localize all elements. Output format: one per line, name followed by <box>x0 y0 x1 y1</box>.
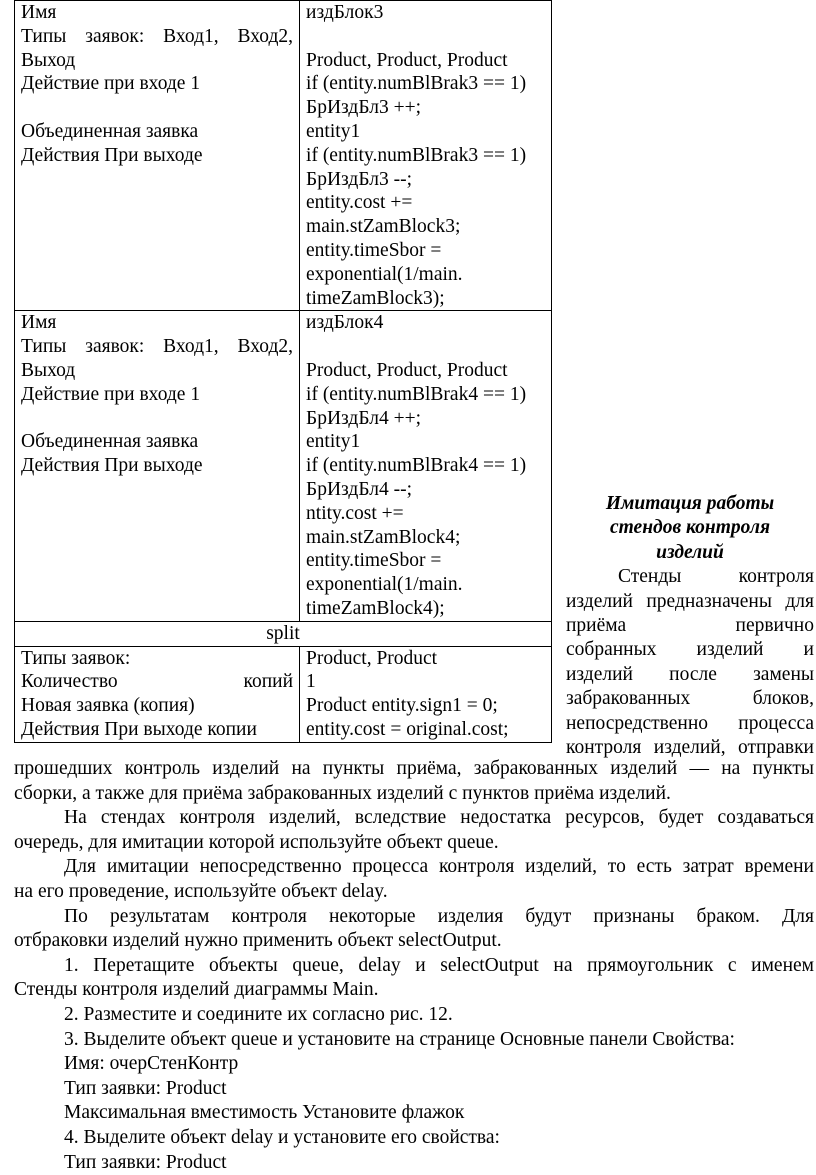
paragraph-line: Имя: очерСтенКонтр <box>14 1052 814 1077</box>
table-cell-line: entity1 <box>306 430 545 454</box>
table-cell-line: Объединенная заявка <box>21 120 293 144</box>
table-cell-line: if (entity.numBlBrak3 == 1) <box>306 72 545 96</box>
paragraph-line: сборки, а также для приёма забракованных изделий с пунктов приёма изделий. <box>14 782 814 807</box>
table-cell-line: if (entity.numBlBrak3 == 1) <box>306 144 545 168</box>
table-cell-line <box>21 407 293 431</box>
table-cell-line: БрИздБл4 --; <box>306 478 545 502</box>
table-cell-line <box>21 168 293 192</box>
block2-values <box>300 311 552 621</box>
paragraph-line: Стенды контроля изделий диаграммы Main. <box>14 978 814 1003</box>
table-row-split <box>15 621 552 646</box>
table-cell-line: издБлок4 <box>306 311 545 335</box>
table-cell-line: Выход <box>21 359 293 383</box>
table-cell-line <box>21 526 293 550</box>
table-cell-line: Действия При выходе <box>21 144 293 168</box>
table-cell-line: издБлок3 <box>306 1 545 25</box>
table-cell-line: timeZamBlock3); <box>306 287 545 311</box>
table-row-block3 <box>15 646 552 742</box>
block1-labels <box>15 1 300 311</box>
table-cell-line <box>21 478 293 502</box>
paragraph-line: На стендах контроля изделий, вследствие недостатка ресурсов, будет создаваться <box>14 806 814 831</box>
table-cell-line: timeZamBlock4); <box>306 597 545 621</box>
table-cell-line: if (entity.numBlBrak4 == 1) <box>306 454 545 478</box>
side-text-line: изделий после замены <box>566 663 814 687</box>
table-cell-line: Типы заявок: Вход1, Вход2, <box>21 335 293 359</box>
table-cell-line <box>21 239 293 263</box>
table-cell-line: exponential(1/main. <box>306 573 545 597</box>
table-cell-line: Типы заявок: Вход1, Вход2, <box>21 25 293 49</box>
table-cell-line: Новая заявка (копия) <box>21 694 293 718</box>
side-text-line: изделий предназначены для <box>566 590 814 614</box>
paragraph-line: Тип заявки: Product <box>14 1077 814 1102</box>
table-cell-line: Действия При выходе копии <box>21 718 293 742</box>
table-cell-line: Действие при входе 1 <box>21 383 293 407</box>
table-cell-line: Product, Product <box>306 647 545 671</box>
side-text-line: непосредственно процесса <box>566 712 814 736</box>
table-cell-line <box>21 263 293 287</box>
table-cell-line: Имя <box>21 1 293 25</box>
table-cell-line: main.stZamBlock3; <box>306 215 545 239</box>
block1-values <box>300 1 552 311</box>
table-cell-line: entity.cost += <box>306 191 545 215</box>
table-cell-line <box>306 335 545 359</box>
table-cell-line: entity.timeSbor = <box>306 549 545 573</box>
table-cell-line: 1 <box>306 670 545 694</box>
block3-labels <box>15 646 300 742</box>
table-cell-line <box>21 96 293 120</box>
paragraph-line: Максимальная вместимость Установите флажок <box>14 1101 814 1126</box>
paragraph-line: очередь, для имитации которой используйте объект queue. <box>14 831 814 856</box>
table-cell-line: Количество копий <box>21 670 293 694</box>
side-text-line: контроля изделий, отправки <box>566 736 814 760</box>
table-row-block1 <box>15 1 552 311</box>
block3-values <box>300 646 552 742</box>
paragraph-line: Тип заявки: Product <box>14 1151 814 1175</box>
table-cell-line <box>306 25 545 49</box>
paragraph-line: По результатам контроля некоторые изделия будут признаны браком. Для <box>14 905 814 930</box>
table-cell-line: Product entity.sign1 = 0; <box>306 694 545 718</box>
table-cell-line: БрИздБл4 ++; <box>306 407 545 431</box>
properties-table <box>14 0 552 743</box>
table-cell-line: Выход <box>21 49 293 73</box>
table-cell-line <box>21 597 293 621</box>
paragraph-line: 3. Выделите объект queue и установите на странице Основные панели Свойства: <box>14 1028 814 1053</box>
table-cell-line: ntity.cost += <box>306 502 545 526</box>
section-title-line: Имитация работы <box>566 492 814 516</box>
table-cell-line: Действия При выходе <box>21 454 293 478</box>
table-cell-line: entity.timeSbor = <box>306 239 545 263</box>
table-cell-line: Product, Product, Product <box>306 49 545 73</box>
table-cell-line: Имя <box>21 311 293 335</box>
table-cell-line <box>21 191 293 215</box>
split-header: split <box>15 621 552 646</box>
paragraph-line: 4. Выделите объект delay и установите его свойства: <box>14 1126 814 1151</box>
table-cell-line <box>21 502 293 526</box>
paragraph-line: 1. Перетащите объекты queue, delay и selectOutput на прямоугольник с именем <box>14 954 814 979</box>
side-text-line: забракованных блоков, <box>566 687 814 711</box>
paragraph-line: отбраковки изделий нужно применить объект selectOutput. <box>14 929 814 954</box>
table-cell-line: Действие при входе 1 <box>21 72 293 96</box>
table-cell-line: Типы заявок: <box>21 647 293 671</box>
section-title <box>566 492 814 565</box>
table-cell-line: Product, Product, Product <box>306 359 545 383</box>
table-row-block2 <box>15 311 552 621</box>
paragraph-line: Для имитации непосредственно процесса контроля изделий, то есть затрат времени <box>14 855 814 880</box>
table-cell-line: entity.cost = original.cost; <box>306 718 545 742</box>
side-text-line: собранных изделий и <box>566 638 814 662</box>
paragraph-line: на его проведение, используйте объект delay. <box>14 880 814 905</box>
side-text-line: Стенды контроля <box>566 565 814 589</box>
table-cell-line: БрИздБл3 ++; <box>306 96 545 120</box>
section-title-line: изделий <box>566 541 814 565</box>
table-cell-line <box>21 287 293 311</box>
table-cell-line <box>21 573 293 597</box>
table-cell-line: if (entity.numBlBrak4 == 1) <box>306 383 545 407</box>
table-cell-line <box>21 549 293 573</box>
side-text-line: приёма первично <box>566 614 814 638</box>
block2-labels <box>15 311 300 621</box>
paragraph-line: прошедших контроль изделий на пункты приёма, забракованных изделий — на пункты <box>14 757 814 782</box>
table-cell-line: БрИздБл3 --; <box>306 168 545 192</box>
table-cell-line: entity1 <box>306 120 545 144</box>
section-title-line: стендов контроля <box>566 516 814 540</box>
table-cell-line: exponential(1/main. <box>306 263 545 287</box>
table-cell-line: Объединенная заявка <box>21 430 293 454</box>
table-cell-line <box>21 215 293 239</box>
table-cell-line: main.stZamBlock4; <box>306 526 545 550</box>
paragraph-line: 2. Разместите и соедините их согласно рис. 12. <box>14 1003 814 1028</box>
body-text <box>14 757 814 1175</box>
side-column <box>566 492 814 760</box>
